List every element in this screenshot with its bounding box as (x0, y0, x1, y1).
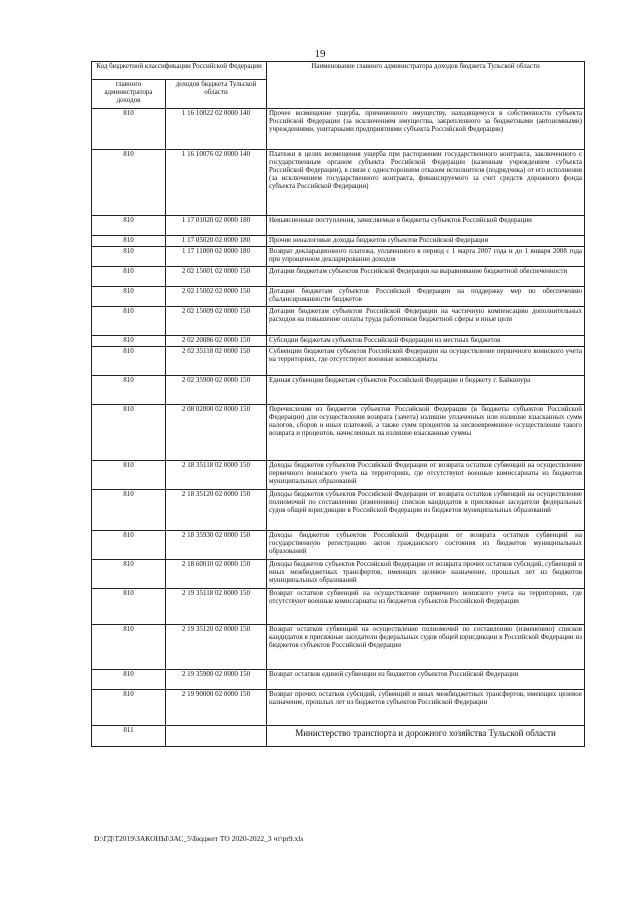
table-row (92, 109, 585, 150)
table-row (92, 461, 585, 490)
table-row (92, 247, 585, 267)
table-row (92, 405, 585, 461)
name-cell: Возврат остатков единой субвенции из бюджетов субъектов Российской Федерации (267, 670, 585, 690)
income-code-cell (166, 726, 267, 747)
admin-code-cell: 810 (92, 531, 166, 560)
admin-code-cell: 810 (92, 247, 166, 267)
admin-code-cell: 810 (92, 490, 166, 531)
income-code-cell: 2 18 35120 02 0000 150 (166, 490, 267, 531)
name-cell: Перечисления из бюджетов субъектов Российской Федерации (в бюджеты субъектов Российской Федерации) для осуществления возврата (зачета) излишне уплаченных или излишне взысканных сумм налогов, сборов и иных платежей, а также сумм процентов за несвоевременное осуществление такого возврата и процентов, начисленных на излишне взысканные суммы (267, 405, 585, 461)
page-number: 19 (314, 48, 326, 60)
table-row (92, 490, 585, 531)
table-row (92, 690, 585, 726)
table-row (92, 287, 585, 307)
name-cell: Доходы бюджетов субъектов Российской Федерации от возврата остатков субвенций на государственную регистрацию актов гражданского состояния из бюджетов муниципальных образований (267, 531, 585, 560)
admin-code-cell: 810 (92, 150, 166, 216)
table-row (92, 670, 585, 690)
name-cell: Возврат прочих остатков субсидий, субвенций и иных межбюджетных трансфертов, имеющих целевое назначение, прошлых лет из бюджетов субъектов Российской Федерации (267, 690, 585, 726)
table-row (92, 376, 585, 405)
admin-code-cell: 810 (92, 405, 166, 461)
name-cell: Возврат декларационного платежа, уплаченного в период с 1 марта 2007 года и до 1 января 2008 года при упрощенном декларировании доходов (267, 247, 585, 267)
table-row (92, 625, 585, 670)
name-cell: Доходы бюджетов субъектов Российской Федерации от возврата прочих остатков субсидий, субвенций и иных межбюджетных трансфертов, имеющих целевое назначение, прошлых лет из бюджетов муниципальных образований (267, 560, 585, 589)
income-code-cell: 2 18 60010 02 0000 150 (166, 560, 267, 589)
income-code-cell: 2 19 90000 02 0000 150 (166, 690, 267, 726)
name-cell: Дотации бюджетам субъектов Российской Федерации на выравнивание бюджетной обеспеченности (267, 267, 585, 287)
income-code-cell: 1 16 10076 02 0000 140 (166, 150, 267, 216)
admin-code-cell: 810 (92, 589, 166, 625)
table-row (92, 726, 585, 747)
table-row (92, 336, 585, 347)
admin-code-cell: 810 (92, 670, 166, 690)
name-cell: Единая субвенция бюджетам субъектов Российской Федерации и бюджету г. Байконура (267, 376, 585, 405)
admin-code-cell: 810 (92, 236, 166, 247)
admin-code-cell: 810 (92, 109, 166, 150)
ministry-name-cell: Министерство транспорта и дорожного хозяйства Тульской области (267, 726, 585, 747)
income-code-cell: 2 02 35900 02 0000 150 (166, 376, 267, 405)
header-name: Наименование главного администратора доходов бюджета Тульской области (267, 62, 585, 109)
header-income: доходов бюджета Тульской области (166, 80, 267, 109)
income-code-cell: 1 16 10022 02 0000 140 (166, 109, 267, 150)
admin-code-cell: 811 (92, 726, 166, 747)
income-code-cell: 2 18 35118 02 0000 150 (166, 461, 267, 490)
header-admin: главного администратора доходов (92, 80, 166, 109)
admin-code-cell: 810 (92, 690, 166, 726)
name-cell: Дотации бюджетам субъектов Российской Федерации на частичную компенсацию дополнительных расходов на повышение оплаты труда работников бюджетной сферы и иные цели (267, 307, 585, 336)
name-cell: Прочее возмещение ущерба, причиненного имуществу, находящемуся в собственности субъекта Российской Федерации (за исключением имущества, закрепленного за бюджетными (автономными) учреждениями, унитарными предприятиями субъекта Российской Федерации) (267, 109, 585, 150)
table-row (92, 267, 585, 287)
name-cell: Прочие неналоговые доходы бюджетов субъектов Российской Федерации (267, 236, 585, 247)
budget-classification-table (91, 61, 585, 747)
name-cell: Дотации бюджетам субъектов Российской Федерации на поддержку мер по обеспечению сбалансированности бюджетов (267, 287, 585, 307)
name-cell: Невыясненные поступления, зачисляемые в бюджеты субъектов Российской Федерации (267, 216, 585, 236)
income-code-cell: 2 19 35120 02 0000 150 (166, 625, 267, 670)
admin-code-cell: 810 (92, 461, 166, 490)
income-code-cell: 2 02 15009 02 0000 150 (166, 307, 267, 336)
admin-code-cell: 810 (92, 347, 166, 376)
income-code-cell: 2 02 15001 02 0000 150 (166, 267, 267, 287)
name-cell: Платежи в целях возмещения ущерба при расторжении государственного контракта, заключенного с государственным органом субъекта Российской Федерации (казенным учреждением субъекта Российской Федерации), в связи с односторонним отказом исполнителя (подрядчика) от его исполнения (за исключением государственного контракта, финансируемого за счет средств дорожного фонда субъекта Российской Федерации) (267, 150, 585, 216)
income-code-cell: 2 19 35118 02 0000 150 (166, 589, 267, 625)
admin-code-cell: 810 (92, 336, 166, 347)
income-code-cell: 2 18 35930 02 0000 150 (166, 531, 267, 560)
admin-code-cell: 810 (92, 560, 166, 589)
income-code-cell: 2 08 02000 02 0000 150 (166, 405, 267, 461)
income-code-cell: 1 17 01020 02 0000 180 (166, 216, 267, 236)
name-cell: Возврат остатков субвенций на осуществление полномочий по составлению (изменению) списков кандидатов в присяжные заседатели федеральных судов общей юрисдикции в Российской Федерации из бюджетов субъектов Российской Федерации (267, 625, 585, 670)
admin-code-cell: 810 (92, 376, 166, 405)
name-cell: Доходы бюджетов субъектов Российской Федерации от возврата остатков субвенций на осуществление полномочий по составлению (изменению) списков кандидатов в присяжные заседатели федеральных судов общей юрисдикции в Российской Федерации из бюджетов муниципальных образований (267, 490, 585, 531)
table-row (92, 347, 585, 376)
table-row (92, 236, 585, 247)
table-row (92, 216, 585, 236)
table-row (92, 531, 585, 560)
income-code-cell: 2 19 35900 02 0000 150 (166, 670, 267, 690)
name-cell: Доходы бюджетов субъектов Российской Федерации от возврата остатков субвенций на осуществление первичного воинского учета на территориях, где отсутствуют военные комиссариаты из бюджетов муниципальных образований (267, 461, 585, 490)
income-code-cell: 1 17 11000 02 0000 180 (166, 247, 267, 267)
admin-code-cell: 810 (92, 625, 166, 670)
file-path-footer: D:\ГД\Т2019\ЗАКОНЫ\ЗАС_5\Бюджет ТО 2020-2022_3 чт\pr9.xls (94, 834, 304, 843)
admin-code-cell: 810 (92, 267, 166, 287)
table-row (92, 150, 585, 216)
income-code-cell: 2 02 20086 02 0000 150 (166, 336, 267, 347)
name-cell: Возврат остатков субвенций на осуществление первичного воинского учета на территориях, где отсутствуют военные комиссариаты из бюджетов субъектов Российской Федерации (267, 589, 585, 625)
income-code-cell: 1 17 05020 02 0000 180 (166, 236, 267, 247)
admin-code-cell: 810 (92, 307, 166, 336)
income-code-cell: 2 02 35118 02 0000 150 (166, 347, 267, 376)
name-cell: Субвенции бюджетам субъектов Российской Федерации на осуществление первичного воинского учета на территориях, где отсутствуют военные комиссариаты (267, 347, 585, 376)
header-code: Код бюджетной классификации Российской Федерации (92, 62, 267, 80)
table-row (92, 560, 585, 589)
income-code-cell: 2 02 15002 02 0000 150 (166, 287, 267, 307)
table-row (92, 589, 585, 625)
name-cell: Субсидии бюджетам субъектов Российской Федерации из местных бюджетов (267, 336, 585, 347)
admin-code-cell: 810 (92, 287, 166, 307)
table-row (92, 307, 585, 336)
admin-code-cell: 810 (92, 216, 166, 236)
